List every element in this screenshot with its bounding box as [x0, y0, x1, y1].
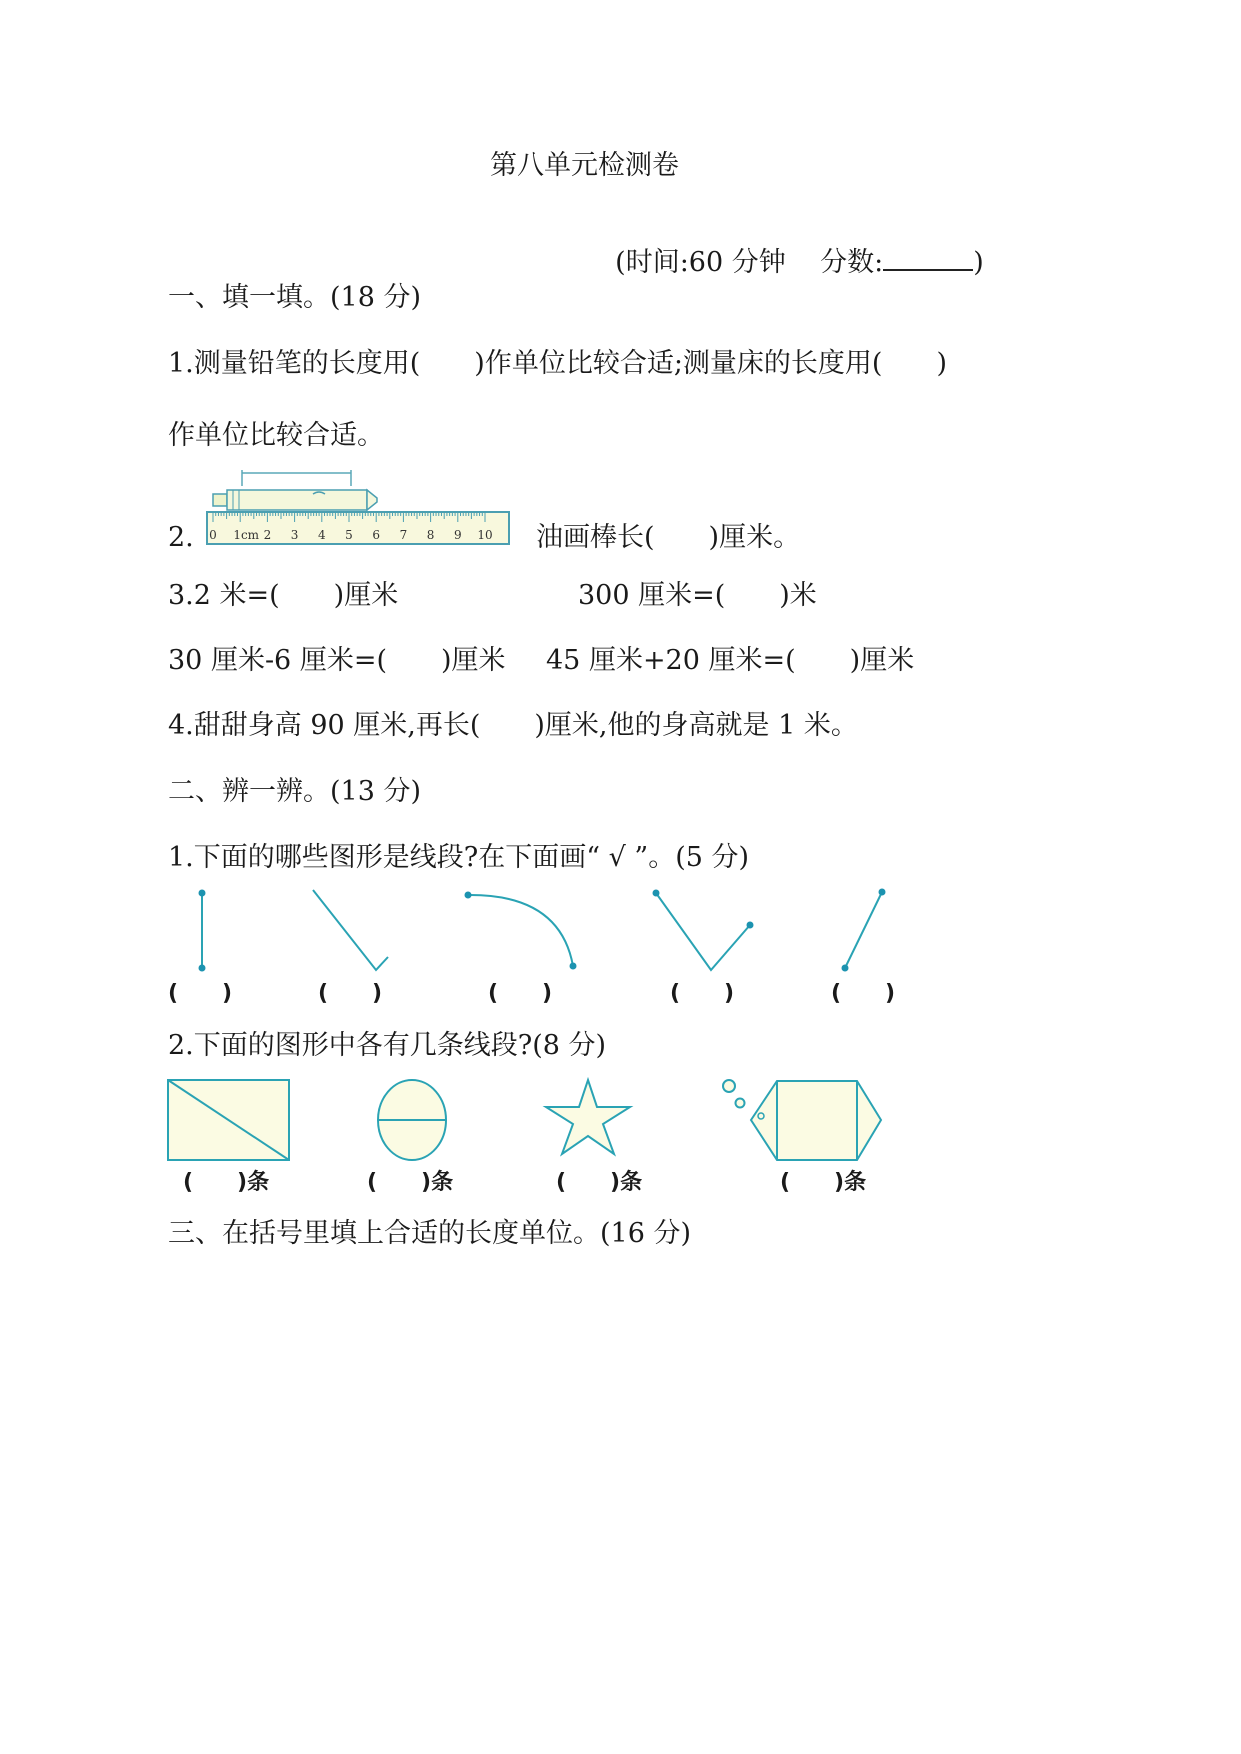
- section1-heading: 一、填一填。(18 分): [168, 282, 422, 313]
- s1-q3c: 30 厘米-6 厘米=( )厘米: [168, 645, 506, 676]
- s1-q1-line1: 1.测量铅笔的长度用( )作单位比较合适;测量床的长度用( ): [168, 348, 947, 379]
- s2-q1-answer-5[interactable]: ( ): [831, 981, 896, 1006]
- s2-q2-answer-1[interactable]: ( )条: [183, 1170, 270, 1195]
- ruler-label: 2: [263, 528, 272, 542]
- s2-q2-answer-2[interactable]: ( )条: [367, 1170, 454, 1195]
- ruler-label: 4: [317, 528, 326, 542]
- ruler-label: 7: [399, 528, 408, 542]
- ruler-label: 10: [477, 528, 493, 542]
- ruler-label: 3: [290, 528, 299, 542]
- page-title: 第八单元检测卷: [490, 150, 679, 181]
- meta-close: ): [973, 247, 984, 278]
- time-label: (时间:60 分钟: [615, 247, 786, 278]
- s2-q2-answer-4[interactable]: ( )条: [780, 1170, 867, 1195]
- s1-q3b: 300 厘米=( )米: [578, 580, 817, 611]
- line-figures: [160, 884, 920, 984]
- s1-q4: 4.甜甜身高 90 厘米,再长( )厘米,他的身高就是 1 米。: [168, 710, 858, 741]
- ruler-label: 6: [372, 528, 381, 542]
- ruler-label: 9: [453, 528, 462, 542]
- rectangle-with-diagonal: [168, 1080, 289, 1160]
- s1-q3d: 45 厘米+20 厘米=( )厘米: [546, 645, 915, 676]
- section2-heading: 二、辨一辨。(13 分): [168, 776, 422, 807]
- score-label: 分数:: [820, 247, 884, 278]
- s2-q1-answer-3[interactable]: ( ): [488, 981, 553, 1006]
- exam-meta: [598, 218, 984, 276]
- ruler-crayon-figure: [205, 468, 515, 548]
- s2-q1-answer-2[interactable]: ( ): [318, 981, 383, 1006]
- s2-q1: 1.下面的哪些图形是线段?在下面画“ √ ”。(5 分): [168, 842, 750, 873]
- crayon-icon: [213, 490, 377, 510]
- score-blank[interactable]: [883, 245, 973, 271]
- figure-angle: [653, 890, 754, 971]
- s1-q3a: 3.2 米=( )厘米: [168, 580, 399, 611]
- figure-arc: [465, 892, 577, 970]
- s1-q1-line2: 作单位比较合适。: [168, 420, 384, 451]
- section3-heading: 三、在括号里填上合适的长度单位。(16 分): [168, 1218, 692, 1249]
- ruler-label: 0: [209, 528, 217, 542]
- ellipse-with-diameter: [378, 1080, 446, 1160]
- s2-q1-answer-1[interactable]: ( ): [168, 981, 233, 1006]
- s1-q2-number: 2.: [168, 522, 194, 553]
- fish-shape: [723, 1080, 881, 1160]
- shape-figures: [160, 1074, 890, 1174]
- ruler-label: 8: [426, 528, 435, 542]
- s2-q2: 2.下面的图形中各有几条线段?(8 分): [168, 1030, 607, 1061]
- star-shape: [546, 1080, 630, 1154]
- ruler-label: 1cm: [233, 528, 260, 542]
- figure-segment-vertical: [199, 890, 206, 972]
- figure-segment-slanted: [842, 889, 886, 972]
- figure-line-with-hook: [313, 890, 388, 970]
- s1-q2-text: 油画棒长( )厘米。: [536, 522, 801, 553]
- s2-q2-answer-3[interactable]: ( )条: [556, 1170, 643, 1195]
- s2-q1-answer-4[interactable]: ( ): [670, 981, 735, 1006]
- ruler-label: 5: [345, 528, 353, 542]
